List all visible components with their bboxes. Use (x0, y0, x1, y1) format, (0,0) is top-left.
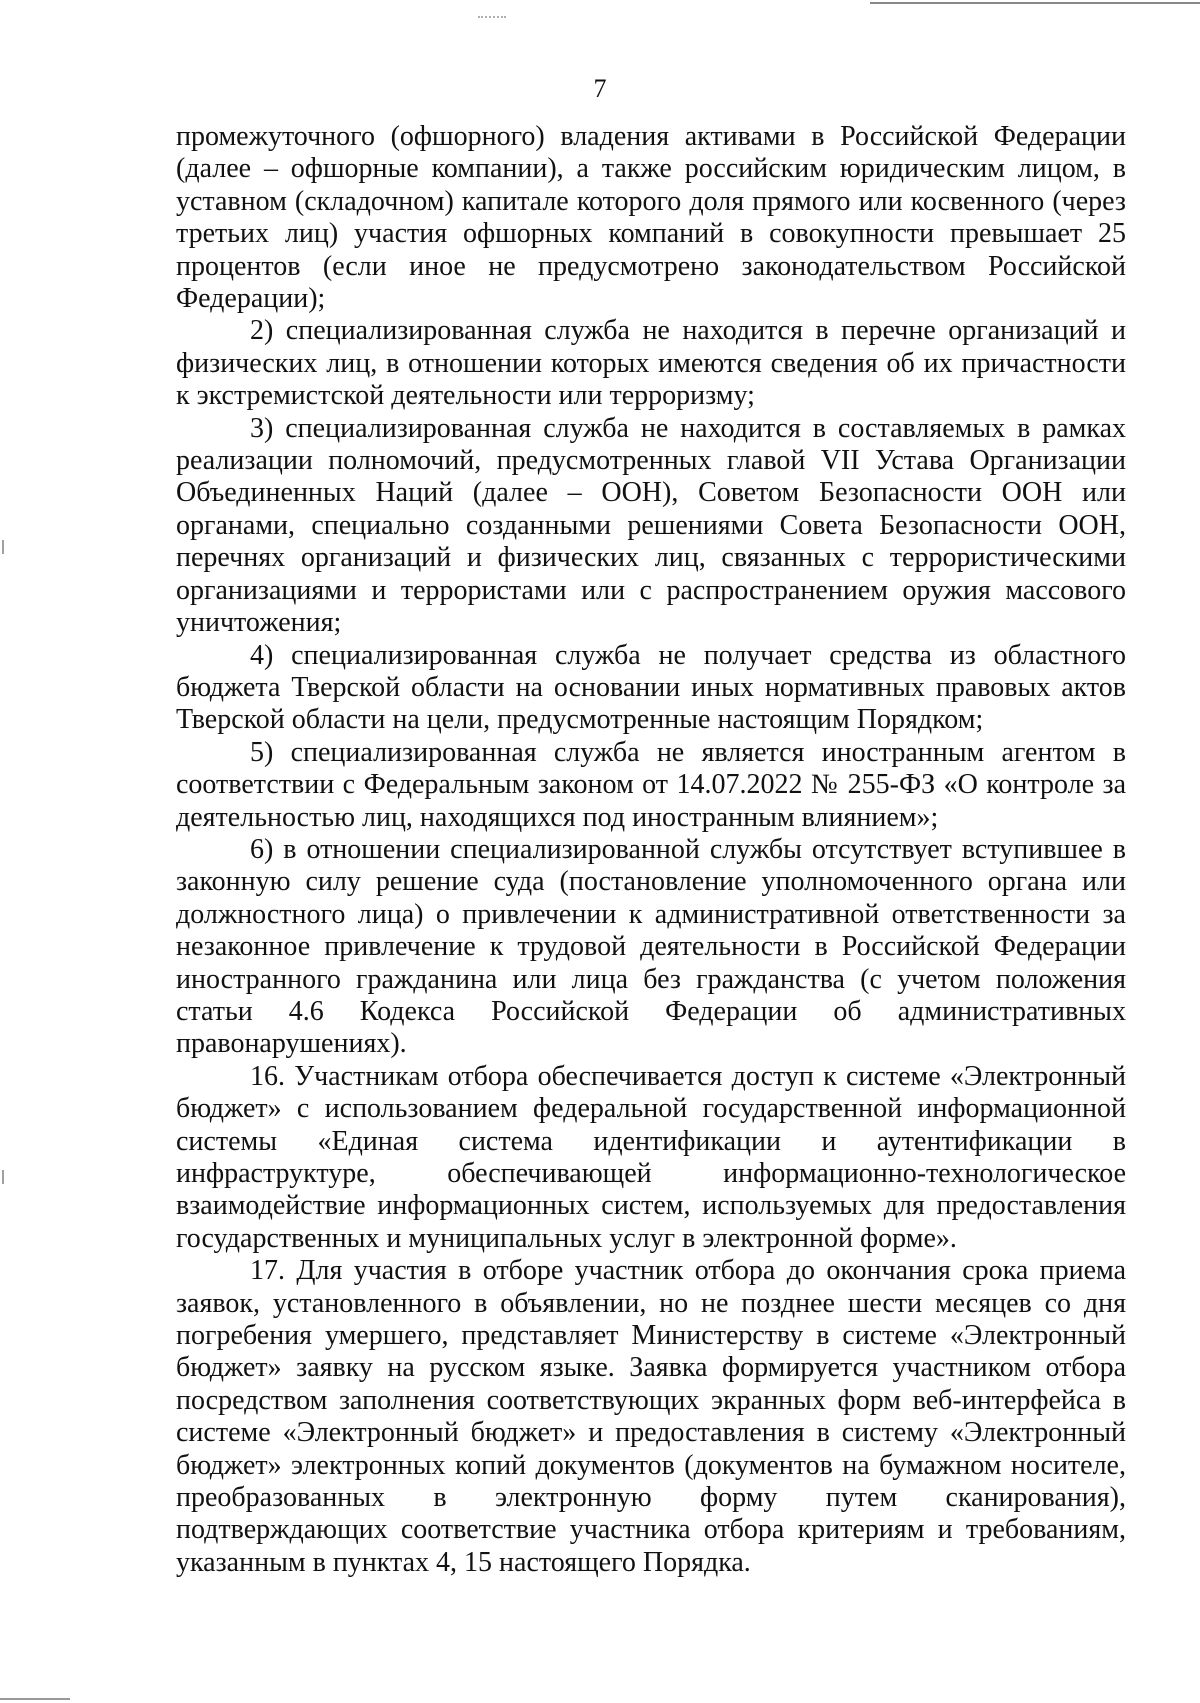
scan-edge-mark-left (2, 1170, 4, 1184)
scan-edge-mark-left (2, 540, 4, 554)
paragraph-item-3: 3) специализированная служба не находится в составляемых в рамках реализации полномочий, предусмотренных главой VII Устава Организации Объединенных Наций (далее – ООН), Советом Безопасности ООН или органами, специально созданными решениями Совета Безопасности ООН, перечнях организаций и физических лиц, связанных с террористическими организациями и террористами или с распространением оружия массового уничтожения; (176, 412, 1126, 639)
paragraph-item-5: 5) специализированная служба не является иностранным агентом в соответствии с Федеральным законом от 14.07.2022 № 255-ФЗ «О контроле за деятельностью лиц, находящихся под иностранным влиянием»; (176, 736, 1126, 833)
paragraph-item-2: 2) специализированная служба не находится в перечне организаций и физических лиц, в отношении которых имеются сведения об их причастности к экстремистской деятельности или терроризму; (176, 315, 1126, 412)
page-number: 7 (593, 74, 607, 103)
paragraph-clause-16: 16. Участникам отбора обеспечивается доступ к системе «Электронный бюджет» с использованием федеральной государственной информационной системы «Единая система идентификации и аутентификации в инфраструктуре, обеспечивающей информационно-технологическое взаимодействие информационных систем, используемых для предоставления государственных и муниципальных услуг в электронной форме». (176, 1060, 1126, 1254)
paragraph-item-6: 6) в отношении специализированной службы отсутствует вступившее в законную силу решение суда (постановление уполномоченного органа или должностного лица) о привлечении к административной ответственности за незаконное привлечение к трудовой деятельности в Российской Федерации иностранного гражданина или лица без гражданства (с учетом положения статьи 4.6 Кодекса Российской Федерации об административных правонарушениях). (176, 833, 1126, 1060)
scan-edge-mark-top (870, 2, 1200, 4)
scan-edge-mark-bottom (0, 1698, 70, 1700)
document-body (176, 121, 1126, 1579)
paragraph-clause-17: 17. Для участия в отборе участник отбора до окончания срока приема заявок, установленного в объявлении, но не позднее шести месяцев со дня погребения умершего, представляет Министерству в системе «Электронный бюджет» заявку на русском языке. Заявка формируется участником отбора посредством заполнения соответствующих экранных форм веб-интерфейса в системе «Электронный бюджет» и предоставления в систему «Электронный бюджет» электронных копий документов (документов на бумажном носителе, преобразованных в электронную форму путем сканирования), подтверждающих соответствие участника отбора критериям и требованиям, указанным в пунктах 4, 15 настоящего Порядка. (176, 1255, 1126, 1578)
scan-dots-mark (478, 16, 506, 20)
paragraph-offshore-continuation: промежуточного (офшорного) владения активами в Российской Федерации (далее – офшорные компании), а также российским юридическим лицом, в уставном (складочном) капитале которого доля прямого или косвенного (через третьих лиц) участия офшорных компаний в совокупности превышает 25 процентов (если иное не предусмотрено законодательством Российской Федерации); (176, 121, 1126, 315)
paragraph-item-4: 4) специализированная служба не получает средства из областного бюджета Тверской области на основании иных нормативных правовых актов Тверской области на цели, предусмотренные настоящим Порядком; (176, 639, 1126, 736)
